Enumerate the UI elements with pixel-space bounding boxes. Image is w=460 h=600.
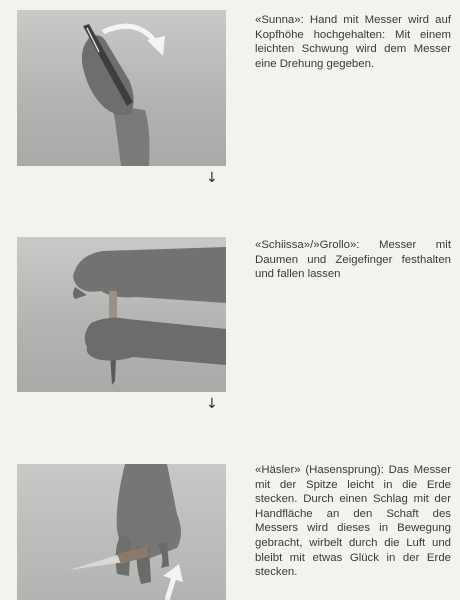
- caption-schiissa: «Schiissa»/»Grollo»: Messer mit Daumen und Zeigefinger festhalten und fallen lassen: [255, 239, 451, 281]
- hand-knife-raised-illustration: [17, 10, 226, 166]
- photo-sunna: [17, 10, 226, 166]
- arrow-down-icon: ↓: [206, 396, 218, 412]
- hand-striking-knife-illustration: [17, 464, 226, 600]
- caption-haesler: «Häsler» (Hasensprung): Das Messer mit der Spitze leicht in die Erde stecken. Durch einen Schlag mit der Handfläche an den Schaft des Messers wird dieses in Bewegung gebracht, wirbelt durch die Luft und bleibt mit etwas Glück in der Erde stecken.: [255, 464, 451, 579]
- photo-haesler: [17, 464, 226, 600]
- caption-sunna: «Sunna»: Hand mit Messer wird auf Kopfhöhe hochgehalten: Mit einem leichten Schwung wird dem Messer eine Drehung gegeben.: [255, 14, 451, 70]
- arrow-down-icon: ↓: [206, 170, 218, 186]
- hand-dropping-knife-illustration: [17, 237, 226, 392]
- photo-schiissa: [17, 237, 226, 392]
